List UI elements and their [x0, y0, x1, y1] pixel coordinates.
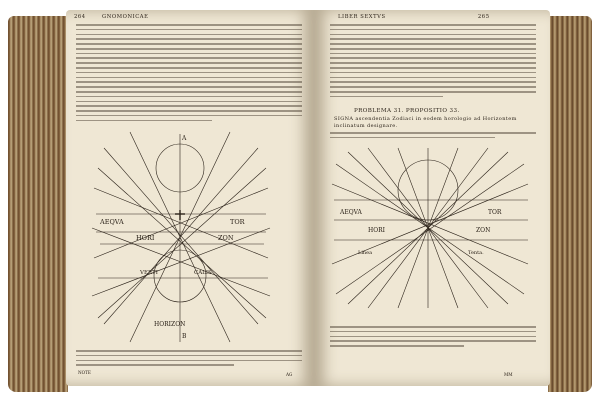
left-header [74, 14, 149, 20]
left-footer-text [76, 350, 302, 369]
right-text-block [330, 24, 536, 101]
right-intro-text [330, 132, 536, 142]
right-linea-end: Tenta. [468, 250, 484, 256]
right-horizon-label: HORI [368, 227, 386, 234]
book-left-edge [8, 16, 68, 392]
right-header [338, 14, 490, 20]
left-bottom-letter: B [182, 333, 187, 340]
right-linea-label: Linea [358, 250, 373, 256]
right-page [314, 10, 550, 386]
right-footer-mark: MM [504, 372, 513, 377]
right-aequator-end: TOR [488, 209, 502, 216]
right-aequator-label: AEQVA [340, 209, 362, 216]
left-running-head: GNOMONICAE [101, 14, 149, 20]
open-book [8, 10, 592, 398]
left-aequator-label: AEQVA [100, 218, 124, 226]
left-page-number: 264 [74, 14, 86, 20]
left-top-letter: A [182, 135, 187, 142]
left-horizon-label: HORI [136, 234, 155, 242]
right-dial-diagram [328, 144, 534, 312]
left-verticalis-end: CALIS [194, 270, 212, 276]
problem-title: PROBLEMA 31. PROPOSITIO 33. [354, 108, 460, 114]
right-horizon-end: ZON [476, 227, 491, 234]
left-aequator-end: TOR [230, 218, 245, 226]
problem-subtitle: SIGNA ascendentia Zodiaci in eodem horologio ad Horizontem [334, 116, 517, 122]
right-footer-text [330, 326, 536, 350]
right-running-head: LIBER SEXTVS [338, 14, 386, 20]
problem-subtitle-2: inclinatum designare. [334, 123, 398, 129]
left-verticalis-label: VERTI [140, 270, 158, 276]
left-page [66, 10, 314, 386]
left-footer-mark-2: AG [286, 372, 293, 377]
left-text-block [76, 24, 302, 124]
left-horizon-end: ZON [218, 234, 234, 242]
right-page-number: 265 [477, 14, 490, 20]
book-right-edge [548, 16, 592, 392]
left-dial-diagram [90, 128, 276, 346]
left-horizon-bottom: HORIZON [154, 321, 186, 328]
left-footer-mark-1: NOTE [78, 370, 91, 375]
